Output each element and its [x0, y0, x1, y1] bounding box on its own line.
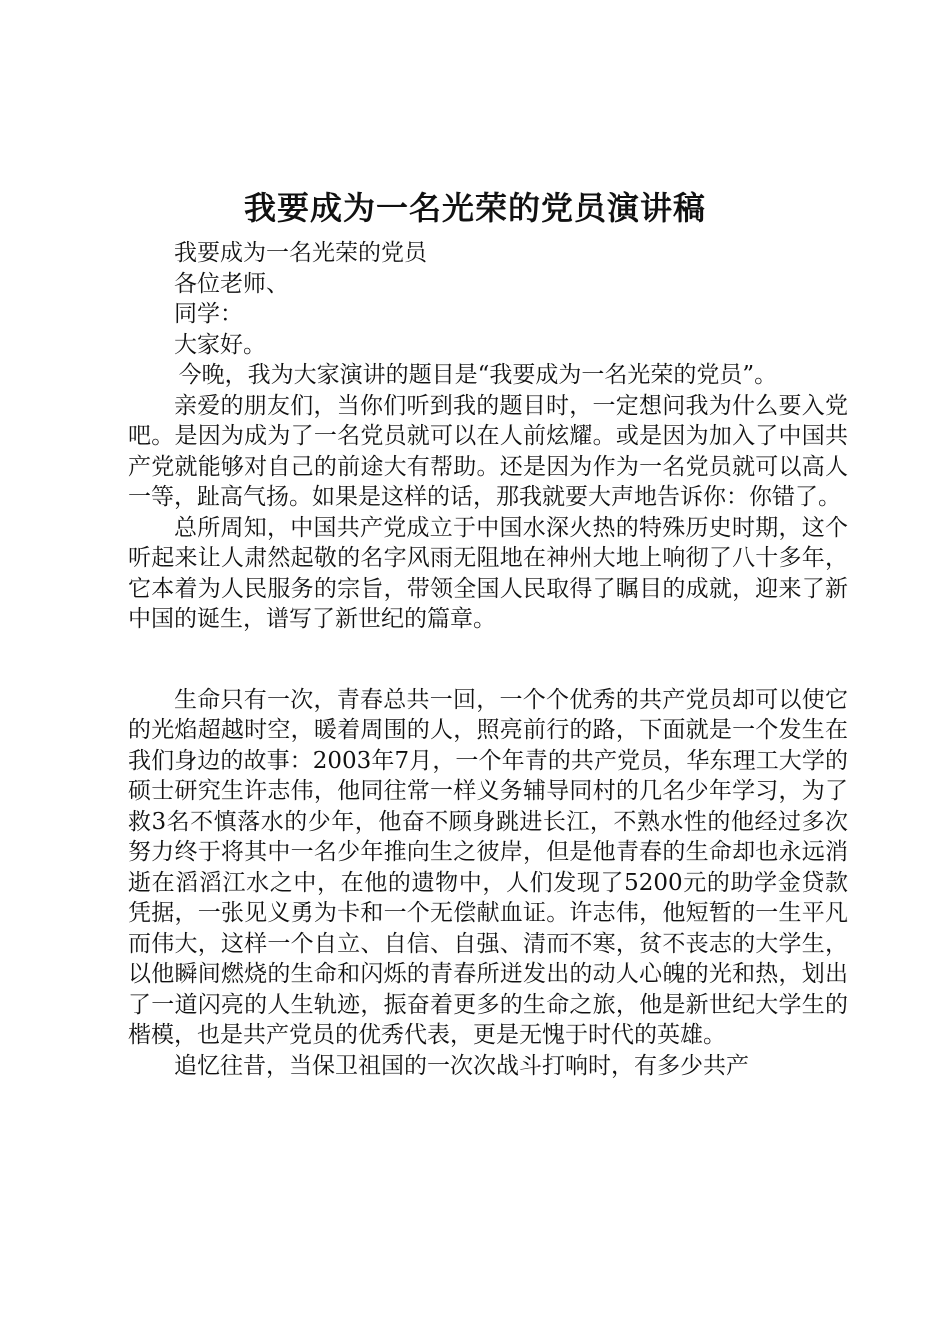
paragraph-story: 生命只有一次，青春总共一回，一个个优秀的共产党员却可以使它的光焰超越时空，暖着周围的人，照亮前行的路，下面就是一个发生在我们身边的故事：2003年7月，一个年青的共产党员，华东理工大学的硕士研究生许志伟，他同往常一样义务辅导同村的几名少年学习，为了救3名不慎落水的少年，他奋不顾身跳进长江，不熟水性的他经过多次努力终于将其中一名少年推向生之彼岸，但是他青春的生命却也永远消逝在滔滔江水之中，在他的遗物中，人们发现了5200元的助学金贷款凭据，一张见义勇为卡和一个无偿献血证。许志伟，他短暂的一生平凡而伟大，这样一个自立、自信、自强、清而不寒，贫不丧志的大学生，以他瞬间燃烧的生命和闪烁的青春所迸发出的动人心魄的光和热，划出了一道闪亮的人生轨迹，振奋着更多的生命之旅，他是新世纪大学生的楷模，也是共产党员的优秀代表，更是无愧于时代的英雄。	[128, 686, 848, 1048]
paragraph-subtitle: 我要成为一名光荣的党员	[174, 240, 427, 266]
paragraph-salutation-teachers: 各位老师、	[174, 270, 289, 297]
paragraph-topic: 今晚，我为大家演讲的题目是“我要成为一名光荣的党员”。	[178, 362, 778, 388]
paragraph-history: 总所周知，中国共产党成立于中国水深火热的特殊历史时期，这个听起来让人肃然起敬的名字风雨无阻地在神州大地上响彻了八十多年，它本着为人民服务的宗旨，带领全国人民取得了瞩目的成就，迎来了新中国的诞生，谱写了新世纪的篇章。	[128, 514, 848, 632]
paragraph-recollection: 追忆往昔，当保卫祖国的一次次战斗打响时，有多少共产	[174, 1052, 749, 1079]
paragraph-greeting: 大家好。	[174, 331, 266, 358]
document-body	[128, 238, 848, 1081]
paragraph-question: 亲爱的朋友们，当你们听到我的题目时，一定想问我为什么要入党吧。是因为成为了一名党员就可以在人前炫耀。或是因为加入了中国共产党就能够对自己的前途大有帮助。还是因为作为一名党员就可以高人一等，趾高气扬。如果是这样的话，那我就要大声地告诉你：你错了。	[128, 392, 848, 510]
paragraph-salutation-students: 同学：	[174, 301, 243, 327]
document-title: 我要成为一名光荣的党员演讲稿	[243, 189, 706, 227]
paragraph-gap	[128, 635, 848, 685]
